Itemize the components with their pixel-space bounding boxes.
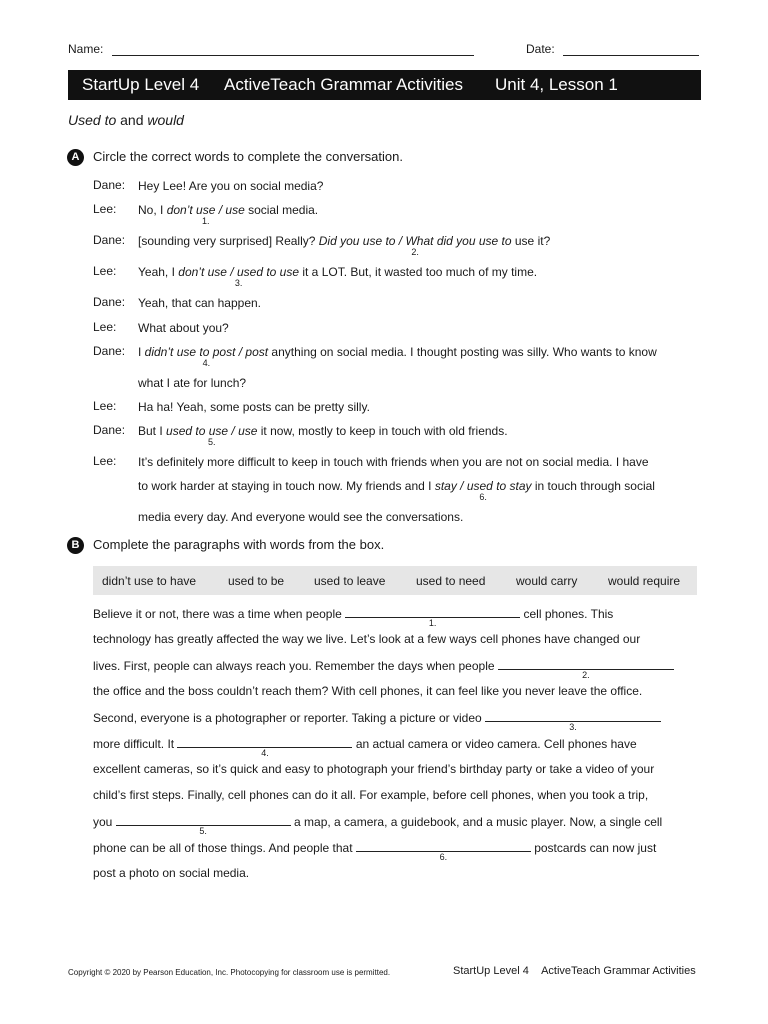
item-number: 6.: [479, 492, 487, 502]
conversation-line: [138, 450, 703, 474]
line-text: lives. First, people can always reach you. Remember the days when people: [93, 659, 498, 673]
line-text: post a photo on social media.: [93, 866, 250, 880]
line-text: to work harder at staying in touch now. My friends and I: [138, 479, 435, 493]
name-field[interactable]: [112, 42, 474, 56]
item-number: 6.: [439, 852, 448, 862]
line-text: anything on social media. I thought posting was silly. Who wants to know: [268, 345, 657, 359]
speaker-label: Dane:: [93, 233, 126, 247]
line-text: media every day. And everyone would see the conversations.: [138, 510, 464, 524]
name-date-row: [68, 42, 700, 60]
line-text: more difficult. It: [93, 737, 178, 751]
word-box-item: used to leave: [314, 574, 386, 588]
line-text: Believe it or not, there was a time when people: [93, 607, 346, 621]
speaker-label: Lee:: [93, 399, 117, 413]
conversation-line: [138, 395, 703, 419]
line-text: Yeah, that can happen.: [138, 296, 261, 310]
conversation-line: [138, 174, 703, 198]
line-text: cell phones. This: [520, 607, 614, 621]
conversation-line: [138, 419, 703, 447]
item-number: 3.: [569, 722, 577, 732]
word-box-item: would require: [608, 574, 681, 588]
paragraph-line: [93, 788, 648, 802]
answer-choice[interactable]: [144, 340, 269, 368]
title-banner: [68, 70, 701, 100]
line-text: postcards can now just: [530, 841, 657, 855]
item-number: 1.: [428, 618, 437, 628]
speaker-label: Lee:: [93, 320, 117, 334]
line-text: it now, mostly to keep in touch with old friends.: [257, 424, 508, 438]
conversation-line: [138, 229, 703, 257]
answer-choice[interactable]: [166, 419, 258, 447]
date-label: Date:: [526, 42, 555, 56]
section-a-badge: A: [67, 149, 84, 166]
line-text: what I ate for lunch?: [138, 376, 247, 390]
item-number: 2.: [582, 670, 590, 680]
line-text: excellent cameras, so it’s quick and easy to photograph your friend’s birthday party or take a video of your: [93, 762, 655, 776]
line-text: use it?: [511, 234, 551, 248]
item-number: 5.: [207, 437, 216, 447]
lesson-subtitle: [68, 112, 184, 128]
answer-choice-text: stay / used to stay: [434, 479, 532, 493]
footer-course-level: StartUp Level 4: [453, 965, 529, 977]
conversation-line: [138, 260, 703, 288]
answer-choice-text: didn’t use to post / post: [144, 345, 269, 359]
answer-choice[interactable]: [318, 229, 512, 257]
paragraph-line: [93, 762, 654, 776]
banner-unit: Unit 4, Lesson 1: [495, 75, 618, 94]
word-box-item: used to need: [416, 574, 486, 588]
line-text: the office and the boss couldn’t reach them? With cell phones, it can feel like you never leave the office.: [93, 684, 643, 698]
conversation-line: [138, 340, 703, 368]
item-number: 4.: [261, 748, 269, 758]
paragraph-line: [93, 658, 674, 680]
line-text: in touch through social: [531, 479, 655, 493]
speaker-label: Lee:: [93, 454, 117, 468]
item-number: 5.: [199, 826, 207, 836]
banner-course: StartUp Level 4: [82, 75, 200, 94]
line-text: [sounding very surprised] Really?: [138, 234, 319, 248]
paragraph-line: [93, 736, 637, 758]
conversation-line: [138, 371, 703, 395]
line-text: it a LOT. But, it wasted too much of my time.: [299, 265, 538, 279]
subtitle-and: and: [116, 112, 148, 128]
paragraph-line: [93, 632, 640, 646]
speaker-label: Lee:: [93, 202, 117, 216]
paragraph-line: [93, 866, 249, 880]
date-field[interactable]: [563, 42, 699, 56]
word-box: [93, 566, 697, 595]
answer-choice-text: don’t use / used to use: [178, 265, 300, 279]
conversation-line: [138, 291, 703, 315]
paragraph-line: [93, 684, 642, 698]
speaker-label: Dane:: [93, 423, 126, 437]
conversation-line: [138, 198, 703, 226]
answer-choice[interactable]: [166, 198, 245, 226]
line-text: a map, a camera, a guidebook, and a music player. Now, a single cell: [290, 815, 663, 829]
paragraph-line: [93, 814, 663, 836]
line-text: Second, everyone is a photographer or reporter. Taking a picture or video: [93, 711, 486, 725]
line-text: technology has greatly affected the way we live. Let’s look at a few ways cell phones have changed our: [93, 632, 641, 646]
speaker-label: Dane:: [93, 295, 126, 309]
paragraph-line: [93, 840, 657, 862]
line-text: Ha ha! Yeah, some posts can be pretty silly.: [138, 400, 370, 414]
answer-choice[interactable]: [178, 260, 300, 288]
name-label: Name:: [68, 42, 104, 56]
subtitle-used-to: Used to: [68, 112, 117, 128]
section-b-instruction: Complete the paragraphs with words from the box.: [93, 537, 385, 552]
answer-blank[interactable]: [498, 658, 674, 680]
line-text: But I: [138, 424, 167, 438]
answer-choice-text: don’t use / use: [166, 203, 245, 217]
answer-choice-text: Did you use to / What did you use to: [318, 234, 512, 248]
line-text: you: [93, 815, 116, 829]
answer-choice-text: used to use / use: [166, 424, 258, 438]
conversation-line: [138, 316, 703, 340]
item-number: 4.: [202, 358, 211, 368]
line-text: What about you?: [138, 321, 229, 335]
item-number: 3.: [234, 278, 243, 288]
banner-product: ActiveTeach Grammar Activities: [224, 75, 464, 94]
section-b-badge: B: [67, 537, 84, 554]
line-text: social media.: [244, 203, 319, 217]
footer-product: ActiveTeach Grammar Activities: [541, 965, 696, 977]
word-box-item: didn’t use to have: [102, 574, 197, 588]
line-text: It’s definitely more difficult to keep in touch with friends when you are not on social media. I have: [138, 455, 649, 469]
item-number: 1.: [201, 216, 210, 226]
answer-choice[interactable]: [434, 474, 532, 502]
speaker-label: Dane:: [93, 344, 126, 358]
answer-blank[interactable]: [177, 736, 352, 758]
speaker-label: Lee:: [93, 264, 117, 278]
paragraph-line: [93, 710, 661, 732]
answer-blank[interactable]: [356, 840, 531, 862]
line-text: child’s first steps. Finally, cell phones can do it all. For example, before cell phones, when you took a trip,: [93, 788, 649, 802]
footer-course: [453, 965, 696, 977]
section-a-instruction: Circle the correct words to complete the conversation.: [93, 149, 403, 164]
answer-blank[interactable]: [485, 710, 661, 732]
answer-blank[interactable]: [345, 606, 520, 628]
line-text: Hey Lee! Are you on social media?: [138, 179, 324, 193]
copyright-notice: Copyright © 2020 by Pearson Education, Inc. Photocopying for classroom use is permitted.: [68, 968, 391, 977]
conversation-line: [138, 474, 703, 502]
subtitle-would: would: [147, 112, 184, 128]
line-text: I: [138, 345, 145, 359]
conversation-line: [138, 505, 703, 529]
line-text: phone can be all of those things. And people that: [93, 841, 356, 855]
speaker-label: Dane:: [93, 178, 126, 192]
item-number: 2.: [411, 247, 419, 257]
line-text: No, I: [138, 203, 167, 217]
line-text: Yeah, I: [138, 265, 179, 279]
line-text: an actual camera or video camera. Cell phones have: [352, 737, 637, 751]
word-box-item: used to be: [228, 574, 285, 588]
paragraph-line: [93, 606, 614, 628]
answer-blank[interactable]: [116, 814, 291, 836]
word-box-item: would carry: [516, 574, 578, 588]
